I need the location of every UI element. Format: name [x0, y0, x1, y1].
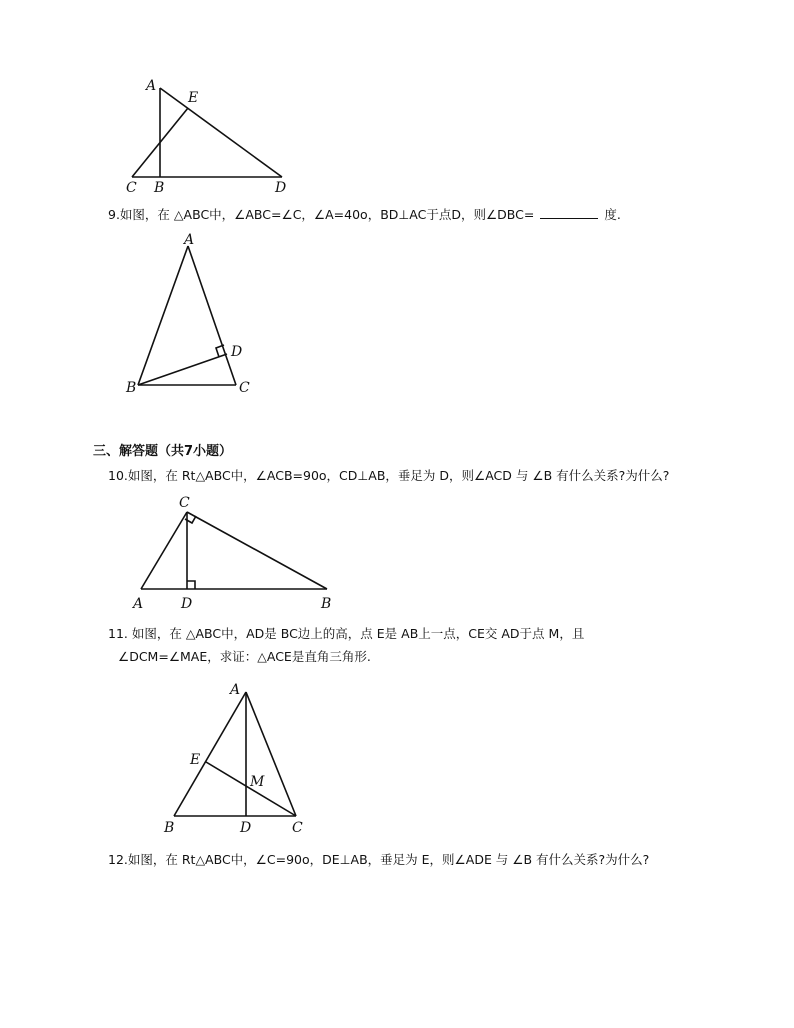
question-11-line-1: 11. 如图，在 △ABC中，AD是 BC边上的高，点 E是 AB上一点，CE交 AD于点 M，且 [108, 626, 585, 641]
label-c: C [126, 180, 137, 196]
segment-ca [141, 512, 187, 589]
segment-ab [174, 692, 246, 816]
label-c: C [292, 820, 303, 836]
label-b: B [154, 180, 165, 196]
figure-q9 [118, 228, 268, 400]
label-a: A [184, 232, 195, 248]
figure-q8 [120, 72, 300, 197]
q9-answer-blank[interactable] [540, 206, 598, 219]
label-c: C [239, 380, 250, 396]
right-angle-mark-d [187, 581, 195, 589]
label-m: M [250, 774, 265, 790]
segment-ac [188, 246, 236, 385]
figure-q11 [158, 678, 318, 838]
section-title: 三、解答题（共7小题） [93, 444, 233, 459]
segment-ab [138, 246, 188, 385]
segment-ad [160, 88, 282, 177]
q9-text-a: △ABC中，∠ABC=∠C，∠A=40o，BD⊥AC于点D，则∠DBC= [173, 207, 535, 222]
question-10: 10.如图，在 Rt△ABC中，∠ACB=90o，CD⊥AB，垂足为 D，则∠ACD 与 ∠B 有什么关系?为什么? [108, 468, 670, 483]
figure-q10 [125, 488, 345, 613]
question-9 [108, 205, 621, 225]
label-e: E [188, 90, 199, 106]
label-b: B [164, 820, 175, 836]
q9-prefix: 9.如图，在 [108, 207, 170, 222]
segment-cb [187, 512, 327, 589]
label-b: B [321, 596, 332, 612]
label-d: D [240, 820, 252, 836]
question-12: 12.如图，在 Rt△ABC中，∠C=90o，DE⊥AB，垂足为 E，则∠ADE 与 ∠B 有什么关系?为什么? [108, 852, 650, 867]
label-a: A [146, 78, 157, 94]
q9-text-b: 度. [604, 207, 621, 222]
label-a: A [230, 682, 241, 698]
question-11-line-2: ∠DCM=∠MAE，求证：△ACE是直角三角形. [118, 649, 371, 664]
label-a: A [133, 596, 144, 612]
label-d: D [275, 180, 287, 196]
label-e: E [190, 752, 201, 768]
segment-ac [246, 692, 296, 816]
label-c: C [179, 495, 190, 511]
segment-bd [138, 354, 227, 385]
label-d: D [181, 596, 193, 612]
label-d: D [231, 344, 243, 360]
label-b: B [126, 380, 137, 396]
